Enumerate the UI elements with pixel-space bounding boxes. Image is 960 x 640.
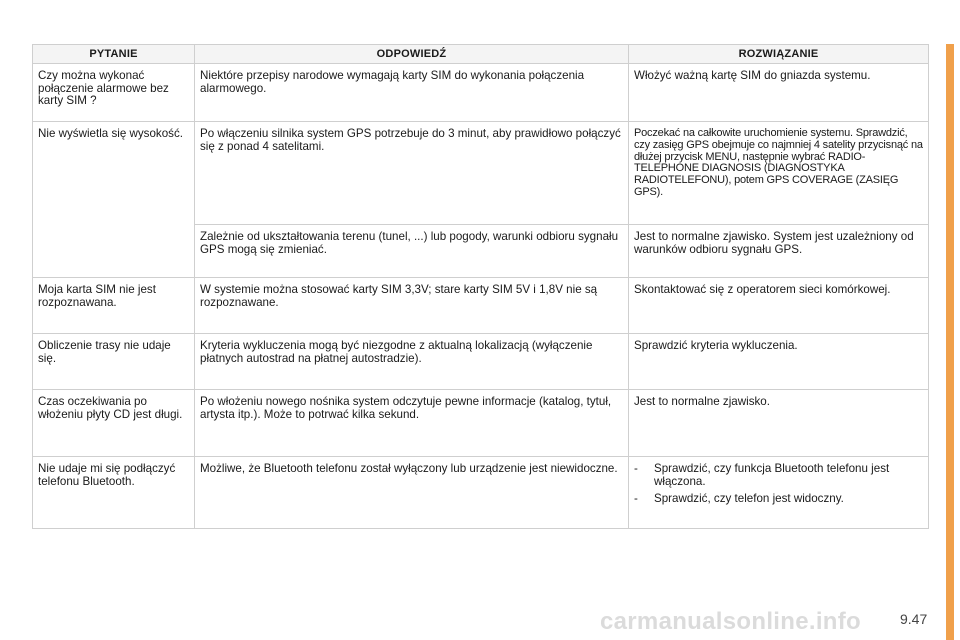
header-solution: ROZWIĄZANIE bbox=[629, 45, 929, 64]
solution-cell: Włożyć ważną kartę SIM do gniazda systemu. bbox=[629, 64, 929, 122]
page-number: 9.47 bbox=[900, 611, 928, 627]
header-answer: ODPOWIEDŹ bbox=[195, 45, 629, 64]
solution-bullet bbox=[634, 463, 924, 488]
question-cell: Czy można wykonać połączenie alarmowe bez karty SIM ? bbox=[33, 64, 195, 122]
solution-cell: Poczekać na całkowite uruchomienie systemu. Sprawdzić, czy zasięg GPS obejmuje co najmniej 4 satelity przycisnąć na dłużej przycisk MENU, następnie wybrać RADIO-TELEPHONE DIAGNOSIS (DIAGNOSTYKA RADIOTELEFONU), potem GPS COVERAGE (ZASIĘG GPS). bbox=[629, 122, 929, 225]
accent-side-bar bbox=[946, 44, 954, 640]
question-cell: Moja karta SIM nie jest rozpoznawana. bbox=[33, 278, 195, 334]
watermark: carmanualsonline.info bbox=[600, 608, 862, 635]
solution-cell bbox=[629, 457, 929, 529]
bullet-text: Sprawdzić, czy telefon jest widoczny. bbox=[654, 492, 844, 506]
question-cell: Czas oczekiwania po włożeniu płyty CD jest długi. bbox=[33, 390, 195, 457]
table-row bbox=[33, 334, 929, 390]
answer-cell: Zależnie od ukształtowania terenu (tunel, ...) lub pogody, warunki odbioru sygnału GPS mogą się zmieniać. bbox=[195, 225, 629, 278]
solution-cell: Skontaktować się z operatorem sieci komórkowej. bbox=[629, 278, 929, 334]
answer-cell: Po włączeniu silnika system GPS potrzebuje do 3 minut, aby prawidłowo połączyć się z ponad 4 satelitami. bbox=[195, 122, 629, 225]
table-row bbox=[33, 278, 929, 334]
question-cell: Nie wyświetla się wysokość. bbox=[33, 122, 195, 278]
solution-cell: Jest to normalne zjawisko. bbox=[629, 390, 929, 457]
question-cell: Obliczenie trasy nie udaje się. bbox=[33, 334, 195, 390]
table-row bbox=[33, 390, 929, 457]
troubleshooting-table bbox=[32, 44, 929, 529]
answer-cell: Kryteria wykluczenia mogą być niezgodne z aktualną lokalizacją (wyłączenie płatnych autostrad na płatnej autostradzie). bbox=[195, 334, 629, 390]
solution-cell: Sprawdzić kryteria wykluczenia. bbox=[629, 334, 929, 390]
bullet-dash: - bbox=[634, 462, 638, 475]
answer-cell: Możliwe, że Bluetooth telefonu został wyłączony lub urządzenie jest niewidoczne. bbox=[195, 457, 629, 529]
header-row bbox=[33, 45, 929, 64]
answer-cell: Po włożeniu nowego nośnika system odczytuje pewne informacje (katalog, tytuł, artysta itp.). Może to potrwać kilka sekund. bbox=[195, 390, 629, 457]
question-cell: Nie udaje mi się podłączyć telefonu Bluetooth. bbox=[33, 457, 195, 529]
answer-cell: Niektóre przepisy narodowe wymagają karty SIM do wykonania połączenia alarmowego. bbox=[195, 64, 629, 122]
solution-bullet bbox=[634, 493, 924, 506]
bullet-dash: - bbox=[634, 492, 638, 506]
table-row bbox=[33, 122, 929, 225]
answer-cell: W systemie można stosować karty SIM 3,3V; stare karty SIM 5V i 1,8V nie są rozpoznawane. bbox=[195, 278, 629, 334]
bullet-text: Sprawdzić, czy funkcja Bluetooth telefonu jest włączona. bbox=[654, 462, 890, 488]
table-row bbox=[33, 457, 929, 529]
header-question: PYTANIE bbox=[33, 45, 195, 64]
table-row bbox=[33, 64, 929, 122]
solution-cell: Jest to normalne zjawisko. System jest uzależniony od warunków odbioru sygnału GPS. bbox=[629, 225, 929, 278]
